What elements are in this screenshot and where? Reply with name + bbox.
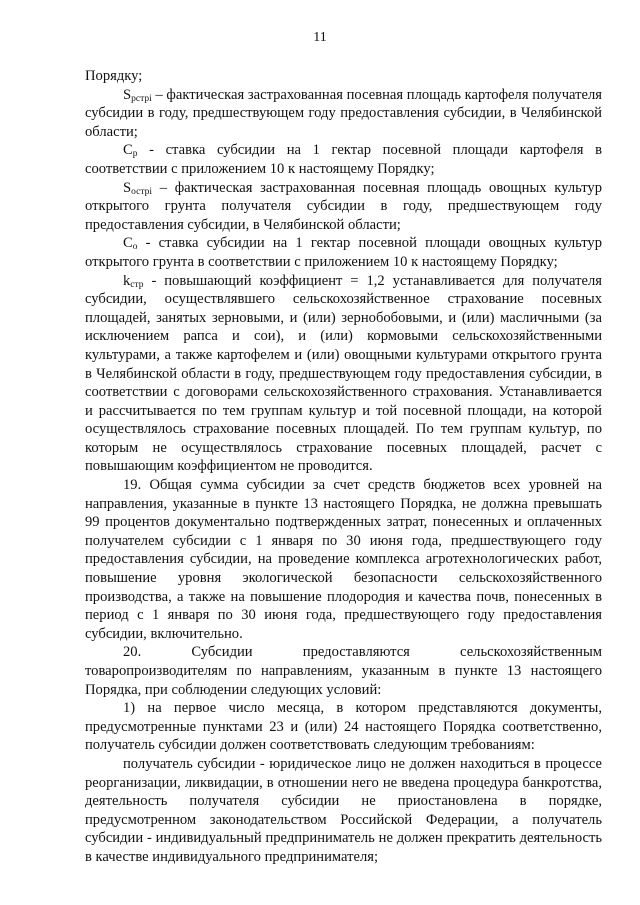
paragraph-item-19 xyxy=(85,476,602,643)
paragraph-c-vegetables xyxy=(85,234,602,271)
formula-symbol: S xyxy=(123,179,132,196)
paragraph-continuation xyxy=(85,67,602,86)
formula-symbol: k xyxy=(123,272,131,289)
paragraph-requirements xyxy=(85,755,602,867)
paragraph-text: – фактическая застрахованная посевная площадь овощных культур открытого грунта получателя субсидии в году, предшествующем году предоставления субсидии, в Челябинской области; xyxy=(85,179,602,233)
page-number: 11 xyxy=(313,30,327,45)
formula-subscript: р xyxy=(132,149,138,160)
paragraph-c-potato xyxy=(85,141,602,178)
formula-subscript: о xyxy=(132,242,138,253)
formula-subscript: стр xyxy=(130,279,144,290)
formula-subscript: рстрi xyxy=(131,93,152,104)
formula-subscript: острi xyxy=(131,186,152,197)
document-body xyxy=(85,67,602,867)
paragraph-text: - повышающий коэффициент = 1,2 устанавливается для получателя субсидии, осуществлявшего сельскохозяйственное страхование посевных площадей, занятых зерновыми, и (или) зернобобовыми, и (или) масличными (за исключением рапса и сои), и (или) кормовыми сельскохозяйственными культурами, а также картофелем и (или) овощными культурами открытого грунта в Челябинской области в году, предшествующем году предоставления субсидии, в соответствии с договорами сельскохозяйственного страхования. Устанавливается и рассчитывается по тем группам культур и той посевной площади, на которой осуществлялось страхование посевных площадей. По тем группам культур, по которым не осуществлялось страхование посевных площадей, расчет с повышающим коэффициентом не проводится. xyxy=(85,272,602,475)
paragraph-subitem-1 xyxy=(85,699,602,755)
paragraph-text: - ставка субсидии на 1 гектар посевной площади овощных культур открытого грунта в соответствии с приложением 10 к настоящему Порядку; xyxy=(85,235,602,270)
paragraph-text: – фактическая застрахованная посевная площадь картофеля получателя субсидии в году, предшествующем году предоставления субсидии, в Челябинской области; xyxy=(85,86,602,140)
paragraph-text: 20. Субсидии предоставляются сельскохозяйственным товаропроизводителям по направлениям, указанным в пункте 13 настоящего Порядка, при соблюдении следующих условий: xyxy=(85,644,602,698)
paragraph-text: получатель субсидии - юридическое лицо не должен находиться в процессе реорганизации, ликвидации, в отношении него не введена процедура банкротства, деятельность получателя субсидии не приостановлена в порядке, предусмотренном законодательством Российской Федерации, а получатель субсидии - индивидуальный предприниматель не должен прекратить деятельность в качестве индивидуального предпринимателя; xyxy=(85,755,602,865)
formula-symbol: S xyxy=(123,86,132,103)
paragraph-k-coefficient xyxy=(85,272,602,477)
paragraph-text: 1) на первое число месяца, в котором представляются документы, предусмотренные пунктами 23 и (или) 24 настоящего Порядка соответственно, получатель субсидии должен соответствовать следующим требованиям: xyxy=(85,700,602,754)
formula-symbol: C xyxy=(123,235,133,252)
paragraph-text: Порядку; xyxy=(85,68,143,84)
formula-symbol: C xyxy=(123,142,133,159)
paragraph-s-vegetables xyxy=(85,179,602,235)
paragraph-text: 19. Общая сумма субсидии за счет средств бюджетов всех уровней на направления, указанные в пункте 13 настоящего Порядка, не должна превышать 99 процентов документально подтвержденных затрат, понесенных и оплаченных получателем субсидии с 1 января по 30 июня года, предшествующего году предоставления субсидии, на проведение комплекса агротехнологических работ, повышение уровня экологической безопасности сельскохозяйственного производства, а также на повышение плодородия и качества почв, понесенных в период с 1 января по 30 июня года, предшествующего году предоставления субсидии, включительно. xyxy=(85,477,602,642)
paragraph-item-20 xyxy=(85,643,602,699)
paragraph-s-potato xyxy=(85,86,602,142)
paragraph-text: - ставка субсидии на 1 гектар посевной площади картофеля в соответствии с приложением 10 к настоящему Порядку; xyxy=(85,142,602,177)
